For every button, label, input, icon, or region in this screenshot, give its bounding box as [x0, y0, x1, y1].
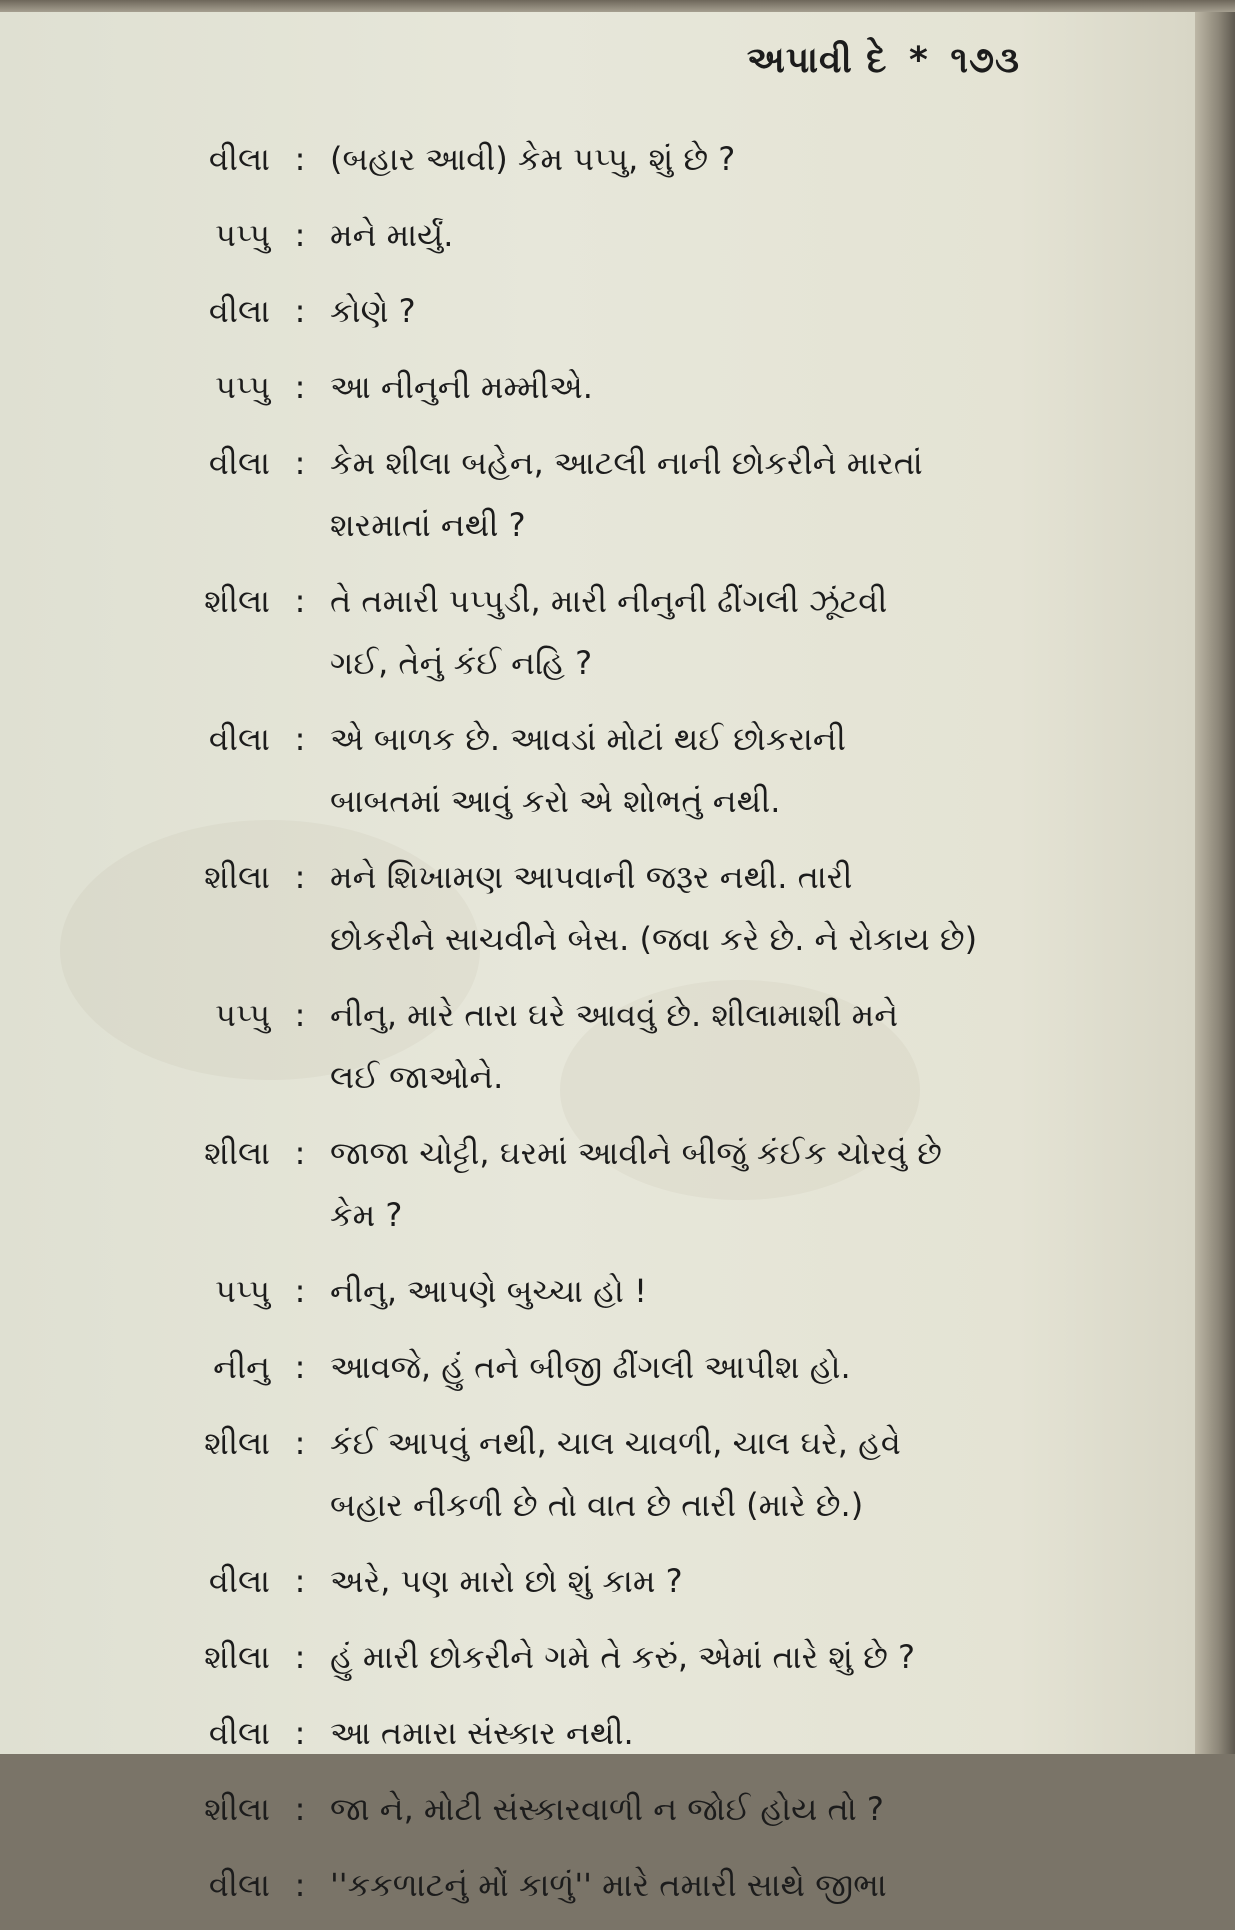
speaker-name: વીલા — [208, 1714, 270, 1752]
speech-line: મને માર્યું. — [330, 216, 454, 254]
speech-line: નીનુ, મારે તારા ઘરે આવવું છે. શીલામાશી મને — [330, 996, 899, 1034]
speaker-name: પપ્પુ — [215, 1272, 270, 1310]
speaker-colon: : — [294, 858, 306, 896]
speaker-colon: : — [294, 1134, 306, 1172]
dialogue-row — [140, 846, 1060, 970]
speech-line: બહાર નીકળી છે તો વાત છે તારી (મારે છે.) — [330, 1486, 864, 1524]
speech-text — [330, 204, 1050, 266]
page-number: ૧૭૩ — [950, 40, 1020, 81]
speech-text — [330, 1122, 1050, 1246]
speaker-colon: : — [294, 720, 306, 758]
speech-text — [330, 356, 1050, 418]
speaker-name: વીલા — [208, 1562, 270, 1600]
speaker-name: વીલા — [208, 1866, 270, 1904]
speaker-colon: : — [294, 292, 306, 330]
speech-text — [330, 1550, 1050, 1612]
speaker-name: નીનુ — [213, 1348, 270, 1386]
page-top-edge — [0, 0, 1235, 12]
dialogue-row — [140, 356, 1060, 418]
dialogue-row — [140, 1122, 1060, 1246]
speech-line: ''કકળાટનું મોં કાળું'' મારે તમારી સાથે જીભા — [330, 1866, 887, 1904]
speaker-colon: : — [294, 1562, 306, 1600]
speech-text — [330, 432, 1050, 556]
speaker-colon: : — [294, 1714, 306, 1752]
speech-line: કેમ ? — [330, 1196, 403, 1234]
dialogue-row — [140, 1778, 1060, 1840]
speaker-colon: : — [294, 582, 306, 620]
speech-line: અરે, પણ મારો છો શું કામ ? — [330, 1562, 683, 1600]
speaker-colon: : — [294, 1272, 306, 1310]
speech-line: આ તમારા સંસ્કાર નથી. — [330, 1714, 634, 1752]
speaker-colon: : — [294, 1348, 306, 1386]
speaker-colon: : — [294, 1866, 306, 1904]
speaker-colon: : — [294, 1790, 306, 1828]
speaker-colon: : — [294, 996, 306, 1034]
dialogue-row — [140, 1260, 1060, 1322]
speech-line: બાબતમાં આવું કરો એ શોભતું નથી. — [330, 782, 781, 820]
dialogue-row — [140, 280, 1060, 342]
speech-line: કંઈ આપવું નથી, ચાલ ચાવળી, ચાલ ઘરે, હવે — [330, 1424, 901, 1462]
speech-text — [330, 984, 1050, 1108]
speech-text — [330, 708, 1050, 832]
speaker-colon: : — [294, 140, 306, 178]
speech-line: કોણે ? — [330, 292, 416, 330]
star-separator: * — [908, 40, 929, 81]
speaker-name: પપ્પુ — [215, 996, 270, 1034]
speech-line: નીનુ, આપણે બુચ્ચા હો ! — [330, 1272, 647, 1310]
speech-line: મને શિખામણ આપવાની જરૂર નથી. તારી — [330, 858, 853, 896]
speaker-name: શીલા — [204, 858, 270, 896]
dialogue-row — [140, 1702, 1060, 1764]
dialogue-row — [140, 570, 1060, 694]
speaker-colon: : — [294, 1424, 306, 1462]
speech-line: આ નીનુની મમ્મીએ. — [330, 368, 593, 406]
speaker-name: વીલા — [208, 140, 270, 178]
speaker-name: વીલા — [208, 444, 270, 482]
speaker-name: શીલા — [204, 582, 270, 620]
speech-line: આવજે, હું તને બીજી ઢીંગલી આપીશ હો. — [330, 1348, 851, 1386]
dialogue-row — [140, 708, 1060, 832]
speaker-colon: : — [294, 1638, 306, 1676]
speaker-name: શીલા — [204, 1638, 270, 1676]
speech-text — [330, 846, 1050, 970]
speech-text — [330, 1336, 1050, 1398]
dialogue-row — [140, 128, 1060, 190]
speech-line: એ બાળક છે. આવડાં મોટાં થઈ છોકરાની — [330, 720, 846, 758]
speech-text — [330, 280, 1050, 342]
speaker-name: પપ્પુ — [215, 368, 270, 406]
speech-line: છોકરીને સાચવીને બેસ. (જવા કરે છે. ને રોકાય છે) — [330, 920, 978, 958]
speech-line: લઈ જાઓને. — [330, 1058, 504, 1096]
speech-text — [330, 1778, 1050, 1840]
speech-text — [330, 1412, 1050, 1536]
running-title: અપાવી દે — [746, 40, 888, 81]
dialogue-row — [140, 1412, 1060, 1536]
speech-text — [330, 570, 1050, 694]
speech-text — [330, 1854, 1050, 1916]
dialogue-row — [140, 204, 1060, 266]
dialogue-row — [140, 984, 1060, 1108]
speaker-name: વીલા — [208, 720, 270, 758]
dialogue-block — [140, 128, 1060, 1930]
speech-text — [330, 1260, 1050, 1322]
speech-line: જા ને, મોટી સંસ્કારવાળી ન જોઈ હોય તો ? — [330, 1790, 884, 1828]
page-header — [747, 40, 1020, 82]
speech-text — [330, 128, 1050, 190]
speech-text — [330, 1702, 1050, 1764]
speaker-name: શીલા — [204, 1424, 270, 1462]
dialogue-row — [140, 432, 1060, 556]
speaker-name: પપ્પુ — [215, 216, 270, 254]
speech-line: શરમાતાં નથી ? — [330, 506, 526, 544]
dialogue-row — [140, 1626, 1060, 1688]
speech-line: તે તમારી પપ્પુડી, મારી નીનુની ઢીંગલી ઝૂંટવી — [330, 582, 888, 620]
dialogue-row — [140, 1550, 1060, 1612]
speech-line: કેમ શીલા બહેન, આટલી નાની છોકરીને મારતાં — [330, 444, 923, 482]
dialogue-row — [140, 1336, 1060, 1398]
speech-line: હું મારી છોકરીને ગમે તે કરું, એમાં તારે શું છે ? — [330, 1638, 916, 1676]
speech-line: ગઈ, તેનું કંઈ નહિ ? — [330, 644, 593, 682]
speaker-name: શીલા — [204, 1790, 270, 1828]
speech-text — [330, 1626, 1050, 1688]
speaker-colon: : — [294, 444, 306, 482]
speaker-name: શીલા — [204, 1134, 270, 1172]
speaker-colon: : — [294, 216, 306, 254]
speaker-colon: : — [294, 368, 306, 406]
dialogue-row — [140, 1854, 1060, 1916]
speech-line: જાજા ચોટ્ટી, ઘરમાં આવીને બીજું કંઈક ચોરવું છે — [330, 1134, 942, 1172]
speech-line: (બહાર આવી) કેમ પપ્પુ, શું છે ? — [330, 140, 736, 178]
page-edge-shadow — [1195, 0, 1235, 1754]
speaker-name: વીલા — [208, 292, 270, 330]
